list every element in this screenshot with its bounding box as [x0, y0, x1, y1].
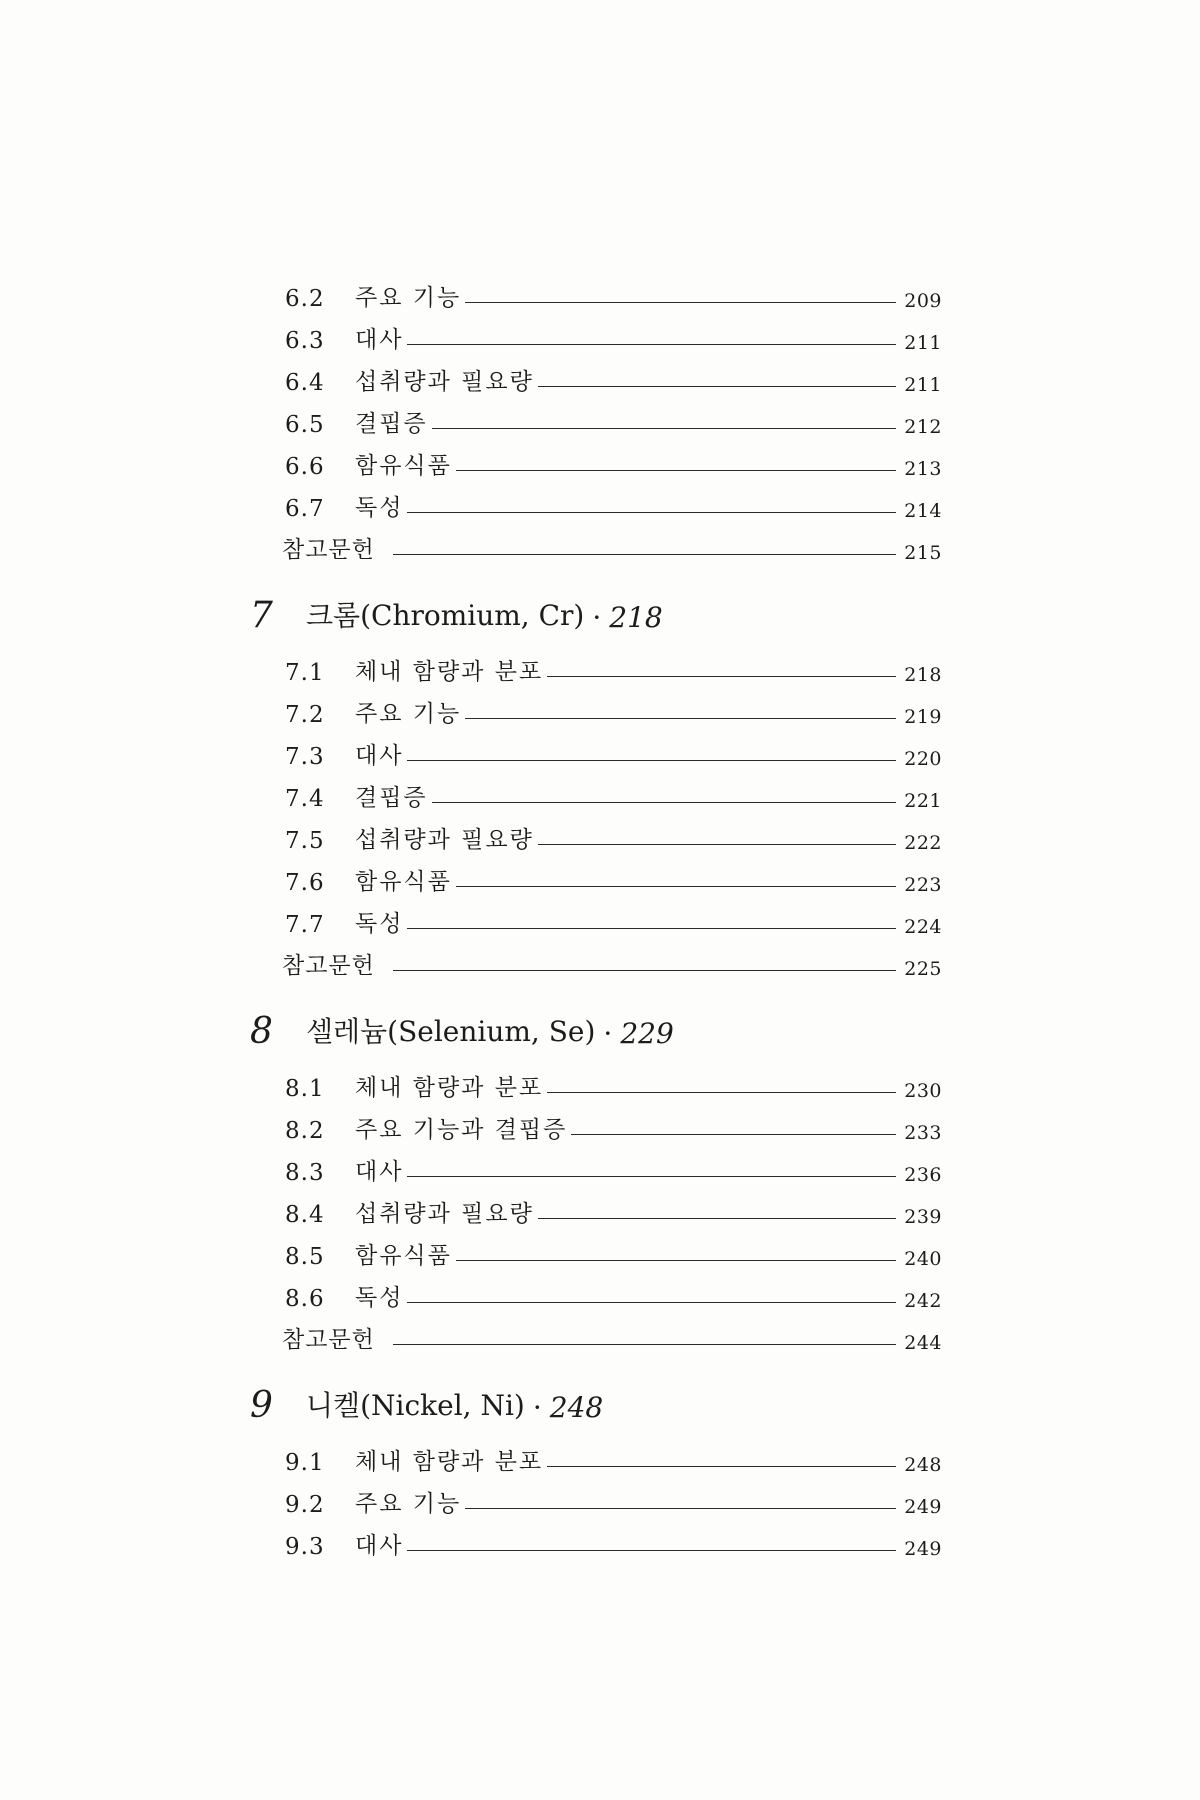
entry-number: 6.6: [285, 454, 325, 480]
leader-line: [432, 802, 896, 803]
leader-line: [432, 428, 896, 429]
entry-number: 6.2: [285, 286, 325, 312]
leader-line: [456, 1260, 896, 1261]
entry-number: 9.1: [285, 1450, 325, 1476]
leader-line: [547, 676, 896, 677]
leader-line: [465, 1508, 896, 1509]
entry-title: 독성: [355, 495, 404, 521]
leader-line: [407, 512, 896, 513]
separator-dot: ·: [592, 601, 602, 634]
entry-number: 8.5: [285, 1244, 325, 1270]
entry-title: 섭취량과 필요량: [355, 1201, 534, 1227]
leader-line: [465, 302, 896, 303]
entry-title: 독성: [355, 911, 404, 937]
references-page: 225: [904, 958, 942, 980]
entry-title: 주요 기능: [355, 285, 462, 311]
chapter-heading[interactable]: [252, 564, 942, 644]
toc-entry[interactable]: [252, 686, 942, 728]
entry-number: 7.6: [285, 870, 325, 896]
toc-entry[interactable]: [252, 1144, 942, 1186]
entry-title: 함유식품: [355, 1243, 452, 1269]
chapter-heading[interactable]: [252, 980, 942, 1060]
leader-line: [393, 970, 896, 971]
entry-title: 체내 함량과 분포: [355, 1075, 544, 1101]
leader-line: [393, 554, 896, 555]
leader-line: [456, 886, 896, 887]
toc-entry[interactable]: [252, 1434, 942, 1476]
leader-line: [393, 1344, 896, 1345]
entry-title: 대사: [355, 327, 404, 353]
entry-title: 대사: [355, 1159, 404, 1185]
entry-number: 8.3: [285, 1160, 325, 1186]
entry-number: 7.4: [285, 786, 325, 812]
toc-references-entry[interactable]: [252, 522, 942, 564]
toc-entry[interactable]: [252, 770, 942, 812]
toc-entry[interactable]: [252, 728, 942, 770]
toc-entry[interactable]: [252, 480, 942, 522]
entry-title: 결핍증: [355, 411, 428, 437]
chapter-page: 248: [549, 1391, 604, 1424]
entry-page: 212: [904, 416, 942, 438]
entry-page: 249: [904, 1496, 942, 1518]
chapter-heading[interactable]: [252, 1354, 942, 1434]
leader-line: [407, 344, 896, 345]
entry-title: 체내 함량과 분포: [355, 659, 544, 685]
entry-page: 211: [904, 332, 942, 354]
leader-line: [407, 760, 896, 761]
entry-title: 주요 기능과 결핍증: [355, 1117, 568, 1143]
entry-page: 214: [904, 500, 942, 522]
leader-line: [538, 844, 896, 845]
leader-line: [407, 928, 896, 929]
entry-number: 9.3: [285, 1534, 325, 1560]
entry-number: 7.5: [285, 828, 325, 854]
entry-page: 249: [904, 1538, 942, 1560]
leader-line: [407, 1550, 896, 1551]
toc-entry[interactable]: [252, 1518, 942, 1560]
toc-entry[interactable]: [252, 270, 942, 312]
leader-line: [571, 1134, 896, 1135]
entry-number: 6.4: [285, 370, 325, 396]
toc-entry[interactable]: [252, 644, 942, 686]
references-page: 244: [904, 1332, 942, 1354]
entry-page: 236: [904, 1164, 942, 1186]
toc-references-entry[interactable]: [252, 1312, 942, 1354]
toc-entry[interactable]: [252, 312, 942, 354]
entry-page: 219: [904, 706, 942, 728]
toc-entry[interactable]: [252, 1102, 942, 1144]
entry-page: 209: [904, 290, 942, 312]
entry-number: 7.2: [285, 702, 325, 728]
entry-title: 결핍증: [355, 785, 428, 811]
chapter-number: 7: [250, 595, 273, 636]
references-page: 215: [904, 542, 942, 564]
chapter-number: 9: [250, 1385, 273, 1426]
leader-line: [407, 1302, 896, 1303]
entry-number: 6.7: [285, 496, 325, 522]
leader-line: [538, 386, 896, 387]
entry-title: 함유식품: [355, 869, 452, 895]
chapter-number: 8: [250, 1011, 273, 1052]
entry-title: 섭취량과 필요량: [355, 369, 534, 395]
table-of-contents: [252, 270, 942, 1560]
toc-entry[interactable]: [252, 1270, 942, 1312]
entry-page: 213: [904, 458, 942, 480]
chapter-title: 니켈(Nickel, Ni): [306, 1389, 525, 1422]
entry-title: 대사: [355, 1533, 404, 1559]
leader-line: [547, 1466, 896, 1467]
entry-number: 8.6: [285, 1286, 325, 1312]
entry-page: 233: [904, 1122, 942, 1144]
toc-entry[interactable]: [252, 438, 942, 480]
entry-page: 248: [904, 1454, 942, 1476]
leader-line: [407, 1176, 896, 1177]
toc-entry[interactable]: [252, 854, 942, 896]
toc-entry[interactable]: [252, 1476, 942, 1518]
references-title: 참고문헌: [282, 953, 375, 979]
entry-number: 6.3: [285, 328, 325, 354]
entry-title: 독성: [355, 1285, 404, 1311]
entry-number: 9.2: [285, 1492, 325, 1518]
toc-entry[interactable]: [252, 396, 942, 438]
entry-page: 222: [904, 832, 942, 854]
leader-line: [547, 1092, 896, 1093]
entry-page: 240: [904, 1248, 942, 1270]
references-title: 참고문헌: [282, 1327, 375, 1353]
entry-number: 7.7: [285, 912, 325, 938]
entry-title: 주요 기능: [355, 701, 462, 727]
entry-page: 230: [904, 1080, 942, 1102]
entry-number: 8.2: [285, 1118, 325, 1144]
entry-page: 211: [904, 374, 942, 396]
chapter-page: 218: [609, 601, 663, 634]
chapter-title: 셀레늄(Selenium, Se): [306, 1015, 596, 1048]
entry-page: 221: [904, 790, 942, 812]
toc-entry[interactable]: [252, 896, 942, 938]
leader-line: [456, 470, 896, 471]
separator-dot: ·: [532, 1391, 542, 1424]
toc-entry[interactable]: [252, 1060, 942, 1102]
toc-entry[interactable]: [252, 1186, 942, 1228]
entry-page: 239: [904, 1206, 942, 1228]
entry-title: 섭취량과 필요량: [355, 827, 534, 853]
toc-entry[interactable]: [252, 1228, 942, 1270]
entry-page: 220: [904, 748, 942, 770]
entry-title: 주요 기능: [355, 1491, 462, 1517]
entry-number: 7.3: [285, 744, 325, 770]
separator-dot: ·: [603, 1017, 613, 1050]
entry-number: 8.1: [285, 1076, 325, 1102]
references-title: 참고문헌: [282, 537, 375, 563]
leader-line: [538, 1218, 896, 1219]
toc-entry[interactable]: [252, 354, 942, 396]
entry-title: 함유식품: [355, 453, 452, 479]
toc-references-entry[interactable]: [252, 938, 942, 980]
entry-page: 223: [904, 874, 942, 896]
entry-page: 224: [904, 916, 942, 938]
entry-page: 218: [904, 664, 942, 686]
chapter-page: 229: [620, 1017, 674, 1050]
entry-number: 8.4: [285, 1202, 325, 1228]
leader-line: [465, 718, 896, 719]
toc-entry[interactable]: [252, 812, 942, 854]
entry-number: 7.1: [285, 660, 325, 686]
entry-number: 6.5: [285, 412, 325, 438]
entry-page: 242: [904, 1290, 942, 1312]
entry-title: 대사: [355, 743, 404, 769]
entry-title: 체내 함량과 분포: [355, 1449, 544, 1475]
chapter-title: 크롬(Chromium, Cr): [306, 599, 585, 632]
